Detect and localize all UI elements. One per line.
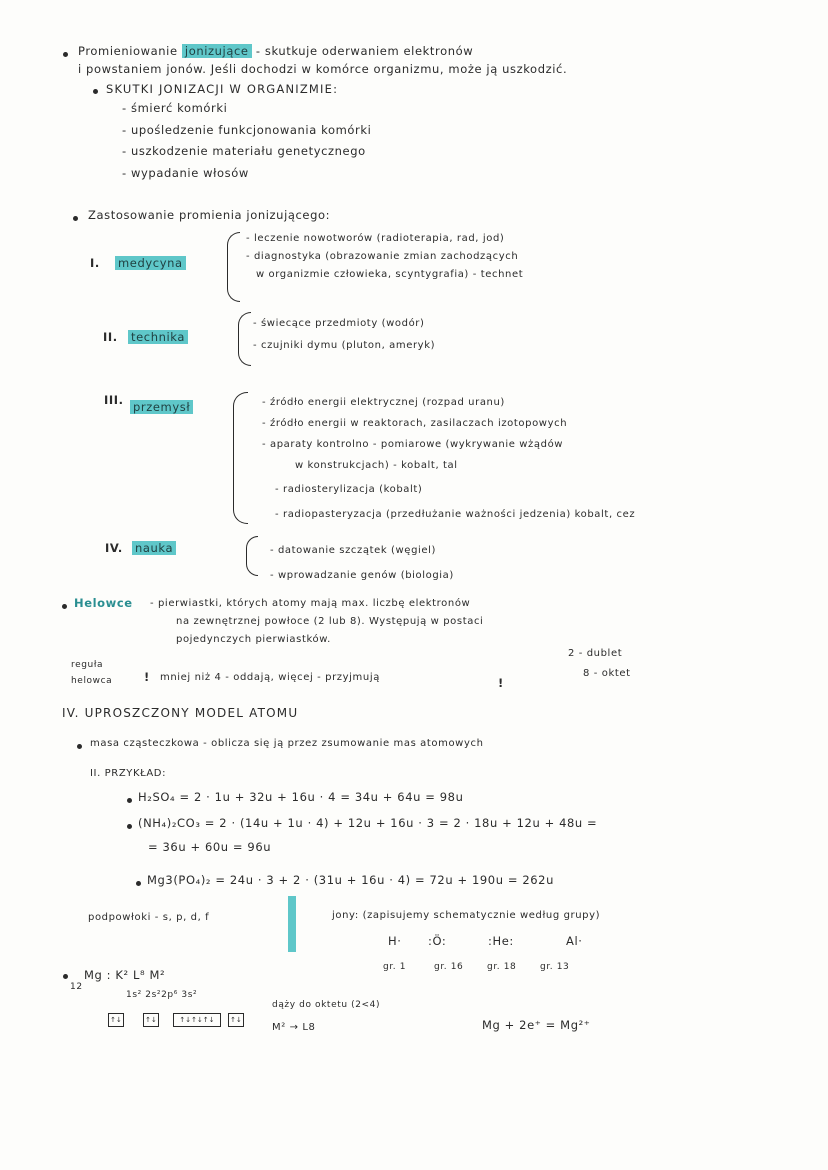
- highlight-ionizing: jonizujące: [182, 44, 252, 58]
- bullet-dot: [77, 744, 82, 749]
- use-item: - źródło energii w reaktorach, zasilaczach izotopowych: [262, 418, 568, 429]
- radiation-line-1: Promieniowanie jonizujące - skutkuje oderwaniem elektronów: [78, 44, 474, 58]
- orbital-box: ↑↓: [228, 1013, 244, 1027]
- group-label: gr. 13: [540, 962, 570, 972]
- orbital-box: ↑↓: [108, 1013, 124, 1027]
- use-item: - radiosterylizacja (kobalt): [275, 484, 423, 495]
- use-item: - radiopasteryzacja (przedłużanie ważności jedzenia) kobalt, cez: [275, 509, 636, 520]
- numeral: II.: [103, 330, 118, 344]
- bullet-dot: [127, 798, 132, 803]
- helium-def: na zewnętrznej powłoce (2 lub 8). Występują w postaci: [176, 616, 484, 627]
- effect-item: - uszkodzenie materiału genetycznego: [122, 144, 366, 158]
- use-item: - świecące przedmioty (wodór): [253, 318, 425, 329]
- radiation-line-2: i powstaniem jonów. Jeśli dochodzi w komórce organizmu, może ją uszkodzić.: [78, 62, 568, 76]
- uses-title: Zastosowanie promienia jonizującego:: [88, 208, 331, 222]
- brace: [227, 232, 240, 302]
- numeral: III.: [104, 393, 124, 407]
- model-title: IV. UPROSZCZONY MODEL ATOMU: [62, 706, 299, 720]
- divider-bar: [288, 896, 296, 952]
- use-item: - aparaty kontrolno - pomiarowe (wykrywanie wżądów: [262, 439, 564, 450]
- use-item: - źródło energii elektrycznej (rozpad uranu): [262, 397, 505, 408]
- ion-symbol: Al·: [566, 934, 583, 948]
- label-science: nauka: [132, 541, 176, 555]
- bullet-dot: [136, 881, 141, 886]
- effects-title: SKUTKI JONIZACJI W ORGANIZMIE:: [106, 82, 339, 96]
- orbital-box: ↑↓↑↓↑↓: [173, 1013, 221, 1027]
- example-title: II. PRZYKŁAD:: [90, 768, 167, 779]
- helium-def: - pierwiastki, których atomy mają max. liczbę elektronów: [150, 598, 471, 609]
- use-item: w organizmie człowieka, scyntygrafia) - technet: [256, 269, 524, 280]
- brace: [238, 312, 251, 366]
- use-item: - diagnostyka (obrazowanie zmian zachodzących: [246, 251, 519, 262]
- use-item: - datowanie szczątek (węgiel): [270, 545, 437, 556]
- group-label: gr. 1: [383, 962, 407, 972]
- bullet-dot: [73, 216, 78, 221]
- label-technology: technika: [128, 330, 188, 344]
- orbital-box: ↑↓: [143, 1013, 159, 1027]
- bullet-dot: [127, 824, 132, 829]
- equation: H₂SO₄ = 2 · 1u + 32u + 16u · 4 = 34u + 64u = 98u: [138, 790, 464, 804]
- excl-mark: !: [144, 670, 150, 684]
- mg-atomic-number: 12: [70, 982, 83, 992]
- bullet-dot: [93, 89, 98, 94]
- excl-mark: !: [498, 676, 504, 690]
- equation: Mg3(PO₄)₂ = 24u · 3 + 2 · (31u + 16u · 4) = 72u + 190u = 262u: [147, 873, 554, 887]
- subshells-note: podpowłoki - s, p, d, f: [88, 912, 210, 923]
- label-medicine: medycyna: [115, 256, 186, 270]
- effect-item: - wypadanie włosów: [122, 166, 249, 180]
- bullet-dot: [63, 52, 68, 57]
- ion-symbol: :He:: [488, 934, 514, 948]
- use-item: - leczenie nowotworów (radioterapia, rad, jod): [246, 233, 505, 244]
- group-label: gr. 18: [487, 962, 517, 972]
- use-item: - czujniki dymu (pluton, ameryk): [253, 340, 436, 351]
- mass-definition: masa cząsteczkowa - oblicza się ją przez zsumowanie mas atomowych: [90, 738, 484, 749]
- mg-shells: Mg : K² L⁸ M²: [84, 968, 166, 982]
- rule-label: helowca: [71, 676, 113, 686]
- brace: [233, 392, 248, 524]
- duplet-note: 2 - dublet: [568, 648, 623, 659]
- effect-item: - upośledzenie funkcjonowania komórki: [122, 123, 372, 137]
- numeral: I.: [90, 256, 100, 270]
- octet-note: dąży do oktetu (2<4): [272, 1000, 381, 1010]
- helium-def: pojedynczych pierwiastków.: [176, 634, 331, 645]
- ion-symbol: H·: [388, 934, 402, 948]
- mg-ion-equation: Mg + 2e⁺ = Mg²⁺: [482, 1018, 591, 1032]
- brace: [246, 536, 258, 576]
- use-item: - wprowadzanie genów (biologia): [270, 570, 454, 581]
- oktet-note: 8 - oktet: [583, 668, 631, 679]
- ion-symbol: :Ö:: [428, 934, 447, 948]
- equation: (NH₄)₂CO₃ = 2 · (14u + 1u · 4) + 12u + 16u · 3 = 2 · 18u + 12u + 48u =: [138, 816, 598, 830]
- rule-text: mniej niż 4 - oddają, więcej - przyjmują: [160, 672, 380, 683]
- effect-item: - śmierć komórki: [122, 101, 228, 115]
- bullet-dot: [63, 974, 68, 979]
- octet-arrow: M² → L8: [272, 1022, 316, 1033]
- ions-title: jony: (zapisujemy schematycznie według grupy): [332, 910, 601, 921]
- group-label: gr. 16: [434, 962, 464, 972]
- equation: = 36u + 60u = 96u: [148, 840, 272, 854]
- rule-label: reguła: [71, 660, 104, 670]
- label-industry: przemysł: [130, 400, 193, 414]
- helium-term: Helowce: [74, 596, 133, 610]
- use-item: w konstrukcjach) - kobalt, tal: [295, 460, 458, 471]
- mg-config: 1s² 2s²2p⁶ 3s²: [126, 990, 198, 1000]
- numeral: IV.: [105, 541, 123, 555]
- bullet-dot: [62, 604, 67, 609]
